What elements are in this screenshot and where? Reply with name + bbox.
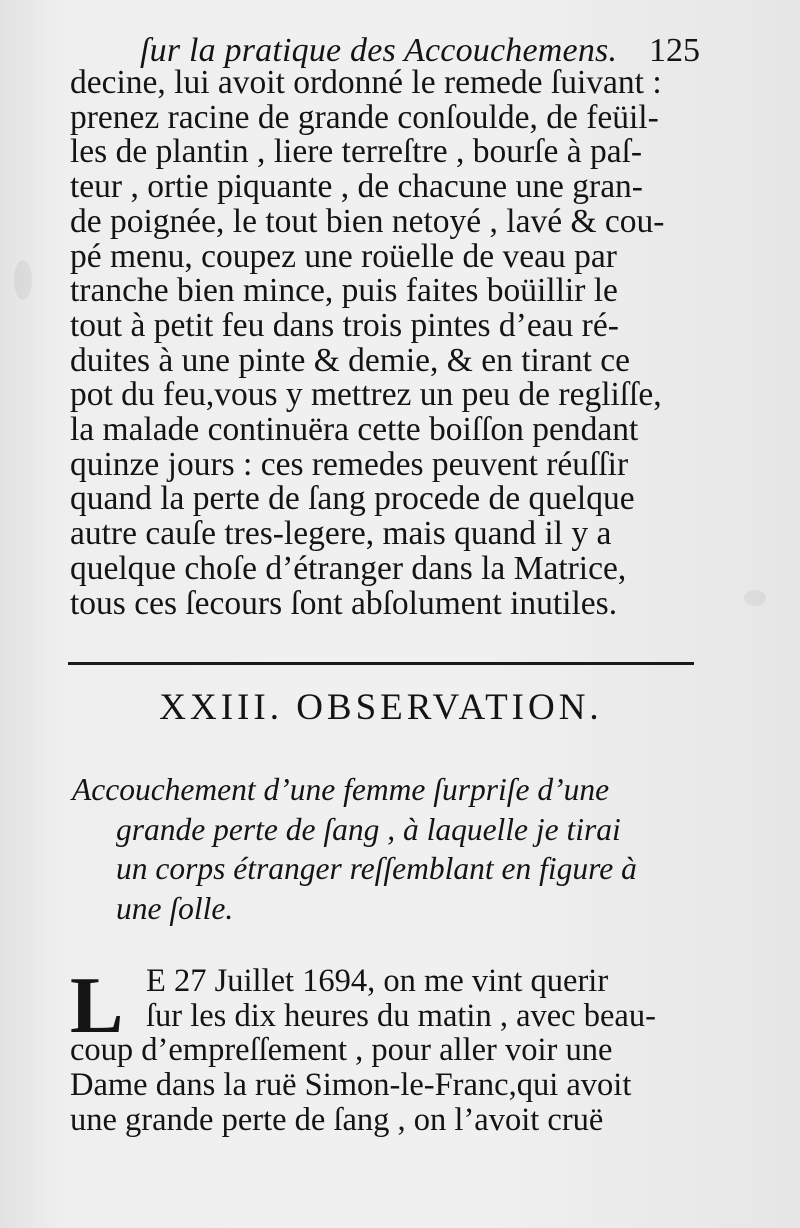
text-line: Dame dans la ruë Simon-le-Franc,qui avoit: [70, 1067, 632, 1104]
paper-stain: [14, 260, 32, 300]
text-line: autre cauſe tres-legere, mais quand il y a: [70, 515, 612, 553]
text-line: tous ces ſecours ſont abſolument inutiles.: [70, 584, 618, 622]
body-text: [70, 66, 692, 621]
text-line: prenez racine de grande conſoulde, de feüil-: [70, 98, 659, 136]
text-line: quinze jours : ces remedes peuvent réuſſir: [70, 445, 629, 483]
text-line: de poignée, le tout bien netoyé , lavé & cou-: [70, 202, 665, 240]
text-line: quand la perte de ſang procede de quelque: [70, 480, 635, 518]
subtitle-line: grande perte de ſang , à laquelle je tirai: [116, 811, 621, 847]
paper-stain: [744, 590, 766, 606]
text-line: pé menu, coupez une roüelle de veau par: [70, 237, 617, 275]
subtitle-line: une ſolle.: [116, 890, 234, 926]
observation-paragraph: [70, 964, 696, 1138]
text-line: ſur les dix heures du matin , avec beau-: [146, 997, 656, 1034]
observation-subtitle: [72, 770, 697, 928]
observation-title: XXIII. OBSERVATION.: [159, 687, 603, 728]
drop-cap: L: [70, 962, 124, 1050]
text-line: E 27 Juillet 1694, on me vint querir: [146, 963, 609, 999]
text-line: duites à une pinte & demie, & en tirant ce: [70, 341, 631, 379]
text-line: tout à petit feu dans trois pintes d’eau ré-: [70, 306, 619, 344]
text-line: decine, lui avoit ordonné le remede ſuivant :: [70, 64, 662, 101]
text-line: les de plantin , liere terreſtre , bourſe à paſ-: [70, 133, 643, 171]
page-number: 125: [649, 32, 700, 69]
section-divider: [68, 662, 694, 665]
text-line: quelque choſe d’étranger dans la Matrice,: [70, 549, 627, 587]
text-line: une grande perte de ſang , on l’avoit cruë: [70, 1101, 604, 1138]
text-line: pot du feu,vous y mettrez un peu de regliſſe,: [70, 376, 662, 414]
text-line: tranche bien mince, puis faites boüillir le: [70, 272, 618, 310]
text-line: coup d’empreſſement , pour aller voir une: [70, 1032, 613, 1069]
subtitle-line: Accouchement d’une femme ſurpriſe d’une: [72, 772, 610, 807]
running-title: ſur la pratique des Accouchemens.: [140, 32, 618, 69]
text-line: teur , ortie piquante , de chacune une gran-: [70, 168, 643, 206]
text-line: la malade continuëra cette boiſſon pendant: [70, 411, 639, 449]
subtitle-line: un corps étranger reſſemblant en figure à: [116, 851, 637, 886]
